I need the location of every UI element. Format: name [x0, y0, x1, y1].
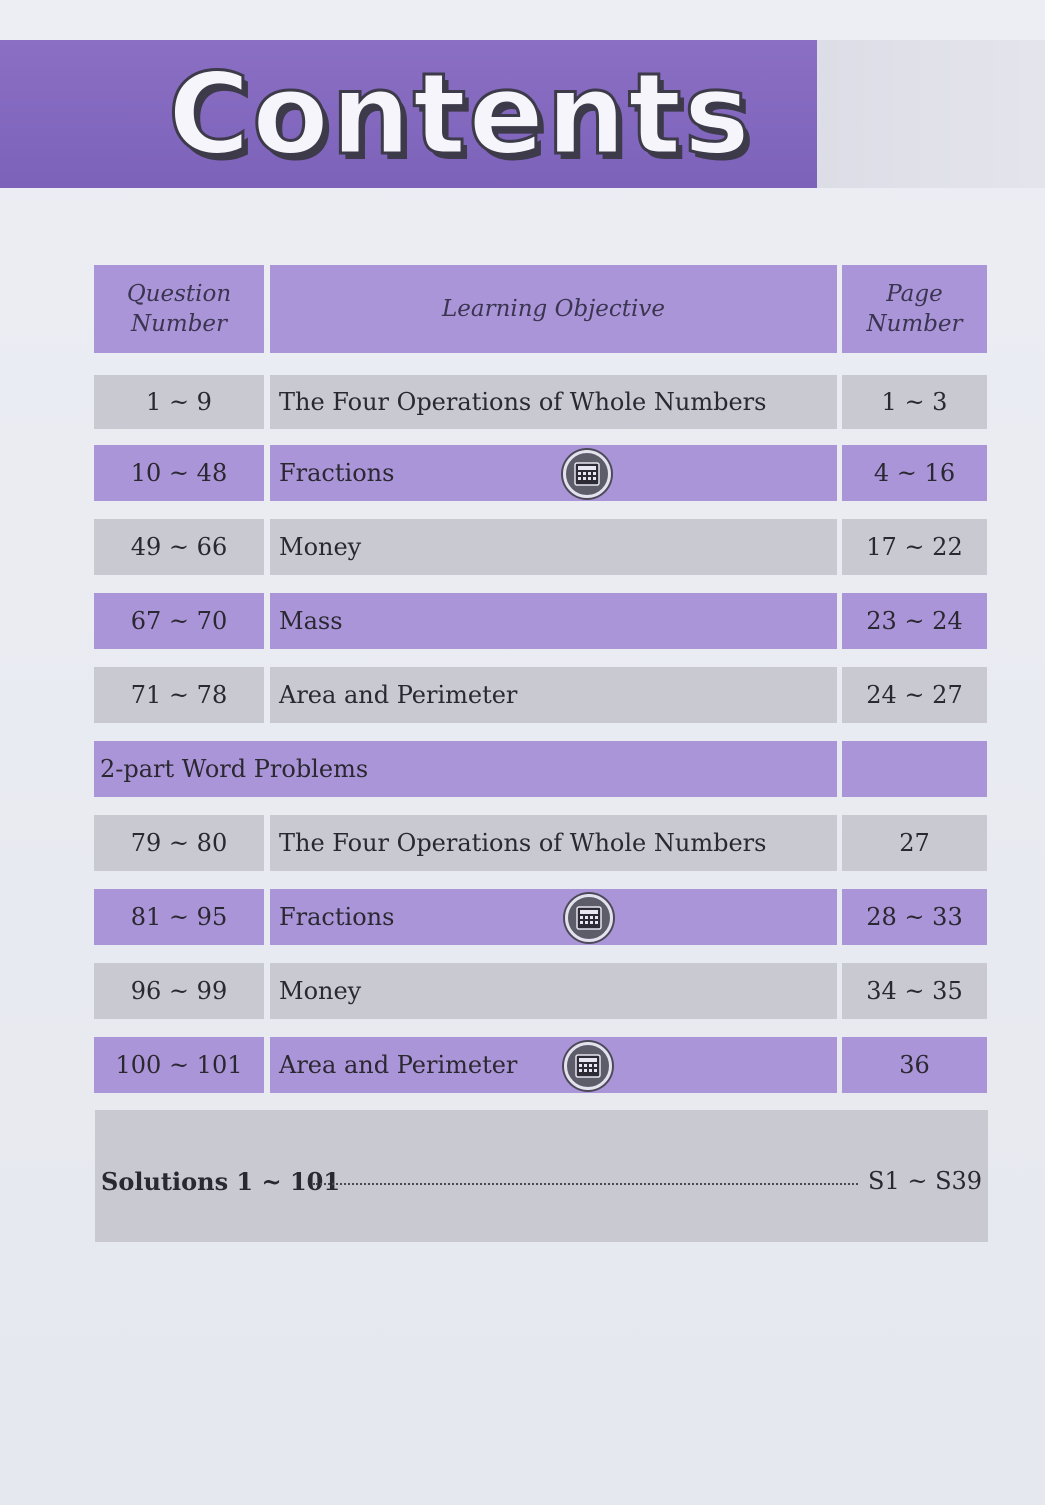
banner-side-strip: [817, 40, 1045, 188]
row-objective: Mass: [270, 593, 837, 649]
calculator-icon: [565, 894, 613, 942]
row-pages: 27: [842, 815, 987, 871]
row-question-range: 81 ~ 95: [94, 889, 264, 945]
row-question-range: 49 ~ 66: [94, 519, 264, 575]
row-question-range: 1 ~ 9: [94, 375, 264, 429]
row-objective: Money: [270, 519, 837, 575]
row-pages: 36: [842, 1037, 987, 1093]
row-question-range: 96 ~ 99: [94, 963, 264, 1019]
calculator-icon: [563, 450, 611, 498]
row-objective: Fractions: [270, 445, 837, 501]
solutions-label: Solutions 1 ~ 101: [101, 1166, 341, 1196]
row-objective: Fractions: [270, 889, 837, 945]
row-pages: 17 ~ 22: [842, 519, 987, 575]
row-question-range: 79 ~ 80: [94, 815, 264, 871]
row-question-range: 71 ~ 78: [94, 667, 264, 723]
row-pages: 34 ~ 35: [842, 963, 987, 1019]
dotted-leader: [313, 1183, 858, 1185]
section-heading: 2-part Word Problems: [94, 741, 837, 797]
row-question-range: 10 ~ 48: [94, 445, 264, 501]
row-objective: Area and Perimeter: [270, 667, 837, 723]
calculator-icon: [564, 1042, 612, 1090]
row-pages: 4 ~ 16: [842, 445, 987, 501]
header-learning-objective: Learning Objective: [270, 265, 837, 353]
row-objective: Money: [270, 963, 837, 1019]
row-objective: Area and Perimeter: [270, 1037, 837, 1093]
row-question-range: 100 ~ 101: [94, 1037, 264, 1093]
row-pages: 1 ~ 3: [842, 375, 987, 429]
row-pages: 24 ~ 27: [842, 667, 987, 723]
solutions-pages: S1 ~ S39: [868, 1167, 983, 1195]
page-title: Contents: [167, 50, 753, 180]
row-question-range: 67 ~ 70: [94, 593, 264, 649]
row-pages: 23 ~ 24: [842, 593, 987, 649]
header-question-number: Question Number: [94, 265, 264, 353]
row-pages: 28 ~ 33: [842, 889, 987, 945]
header-page-number: Page Number: [842, 265, 987, 353]
section-heading-pad: [842, 741, 987, 797]
row-objective: The Four Operations of Whole Numbers: [270, 815, 837, 871]
row-objective: The Four Operations of Whole Numbers: [270, 375, 837, 429]
